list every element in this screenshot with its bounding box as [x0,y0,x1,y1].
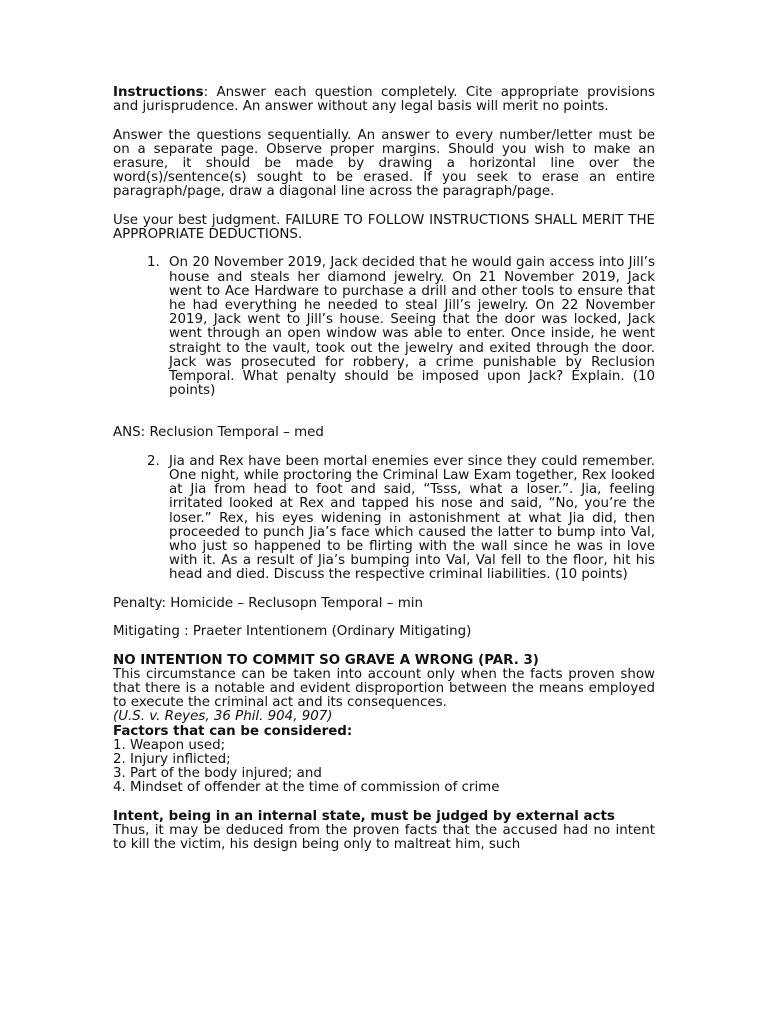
mitigating-line: Mitigating : Praeter Intentionem (Ordinary Mitigating) [113,624,472,640]
question-list-2 [113,455,655,583]
instructions-paragraph [113,86,655,114]
instructions-text: : Answer each question completely. Cite appropriate provisions and jurisprudence. An answer without any legal basis will merit no points. [113,85,655,115]
factors-heading-text: Factors that can be considered: [113,723,353,739]
answer-1: ANS: Reclusion Temporal – med [113,425,324,441]
question-2-number: 2. [147,453,160,469]
factor-item: 1. Weapon used; [113,737,226,753]
no-intention-body: This circumstance can be taken into account only when the facts proven show that there is a notable and evident disproportion between the means employed to execute the criminal act and its consequences. [113,666,655,711]
no-intention-heading-text: NO INTENTION TO COMMIT SO GRAVE A WRONG (PAR. 3) [113,652,539,668]
question-1 [113,256,655,398]
question-2-text: Jia and Rex have been mortal enemies ever since they could remember. One night, while proctoring the Criminal Law Exam together, Rex looked at Jia from head to foot and said, “Tsss, what a loser.”. Jia, feeling irritated looked at Rex and tapped his nose and said, “No, you’re the loser.” Rex, his eyes widening in astonishment at what Jia did, then proceeded to punch Jia’s face which caused the latter to bump into Val, who just so happened to be flirting with the wall since he was in love with it. As a result of Jia’s bumping into Val, Val fell to the floor, hit his head and died. Discuss the respective criminal liabilities. (10 points) [169,453,655,583]
no-intention-heading [113,654,655,668]
sequential-paragraph: Answer the questions sequentially. An answer to every number/letter must be on a separate page. Observe proper margins. Should you wish to make an erasure, it should be made by drawing a horizontal line over the word(s)/sentence(s) sought to be erased. If you seek to erase an entire paragraph/page, draw a diagonal line across the paragraph/page. [113,127,655,200]
question-1-text: On 20 November 2019, Jack decided that he would gain access into Jill’s house and steals her diamond jewelry. On 21 November 2019, Jack went to Ace Hardware to purchase a drill and other tools to ensure that he had everything he needed to steal Jill’s jewelry. On 22 November 2019, Jack went to Jill’s house. Seeing that the door was locked, Jack went through an open window was able to enter. Once inside, he went straight to the vault, took out the jewelry and exited through the door. Jack was prosecuted for robbery, a crime punishable by Reclusion Temporal. What penalty should be imposed upon Jack? Explain. (10 points) [169,255,655,399]
factors-heading [113,725,655,739]
judgment-paragraph: Use your best judgment. FAILURE TO FOLLOW INSTRUCTIONS SHALL MERIT THE APPROPRIATE DEDUCTIONS. [113,212,655,242]
factor-item: 4. Mindset of offender at the time of commission of crime [113,780,500,796]
factor-item: 2. Injury inflicted; [113,752,231,768]
instructions-label: Instructions [113,85,204,100]
intent-body: Thus, it may be deduced from the proven facts that the accused had no intent to kill the victim, his design being only to maltreat him, such [113,823,655,853]
factor-item: 3. Part of the body injured; and [113,766,322,782]
penalty-line: Penalty: Homicide – Reclusopn Temporal – min [113,595,423,611]
question-2 [113,455,655,583]
question-list-1 [113,256,655,398]
intent-heading-text: Intent, being in an internal state, must be judged by external acts [113,808,615,824]
question-1-number: 1. [147,255,160,271]
no-intention-citation-text: (U.S. v. Reyes, 36 Phil. 904, 907) [113,709,333,725]
no-intention-citation [113,710,655,724]
factors-list [113,739,655,796]
intent-heading [113,810,655,824]
document-page [113,86,655,852]
